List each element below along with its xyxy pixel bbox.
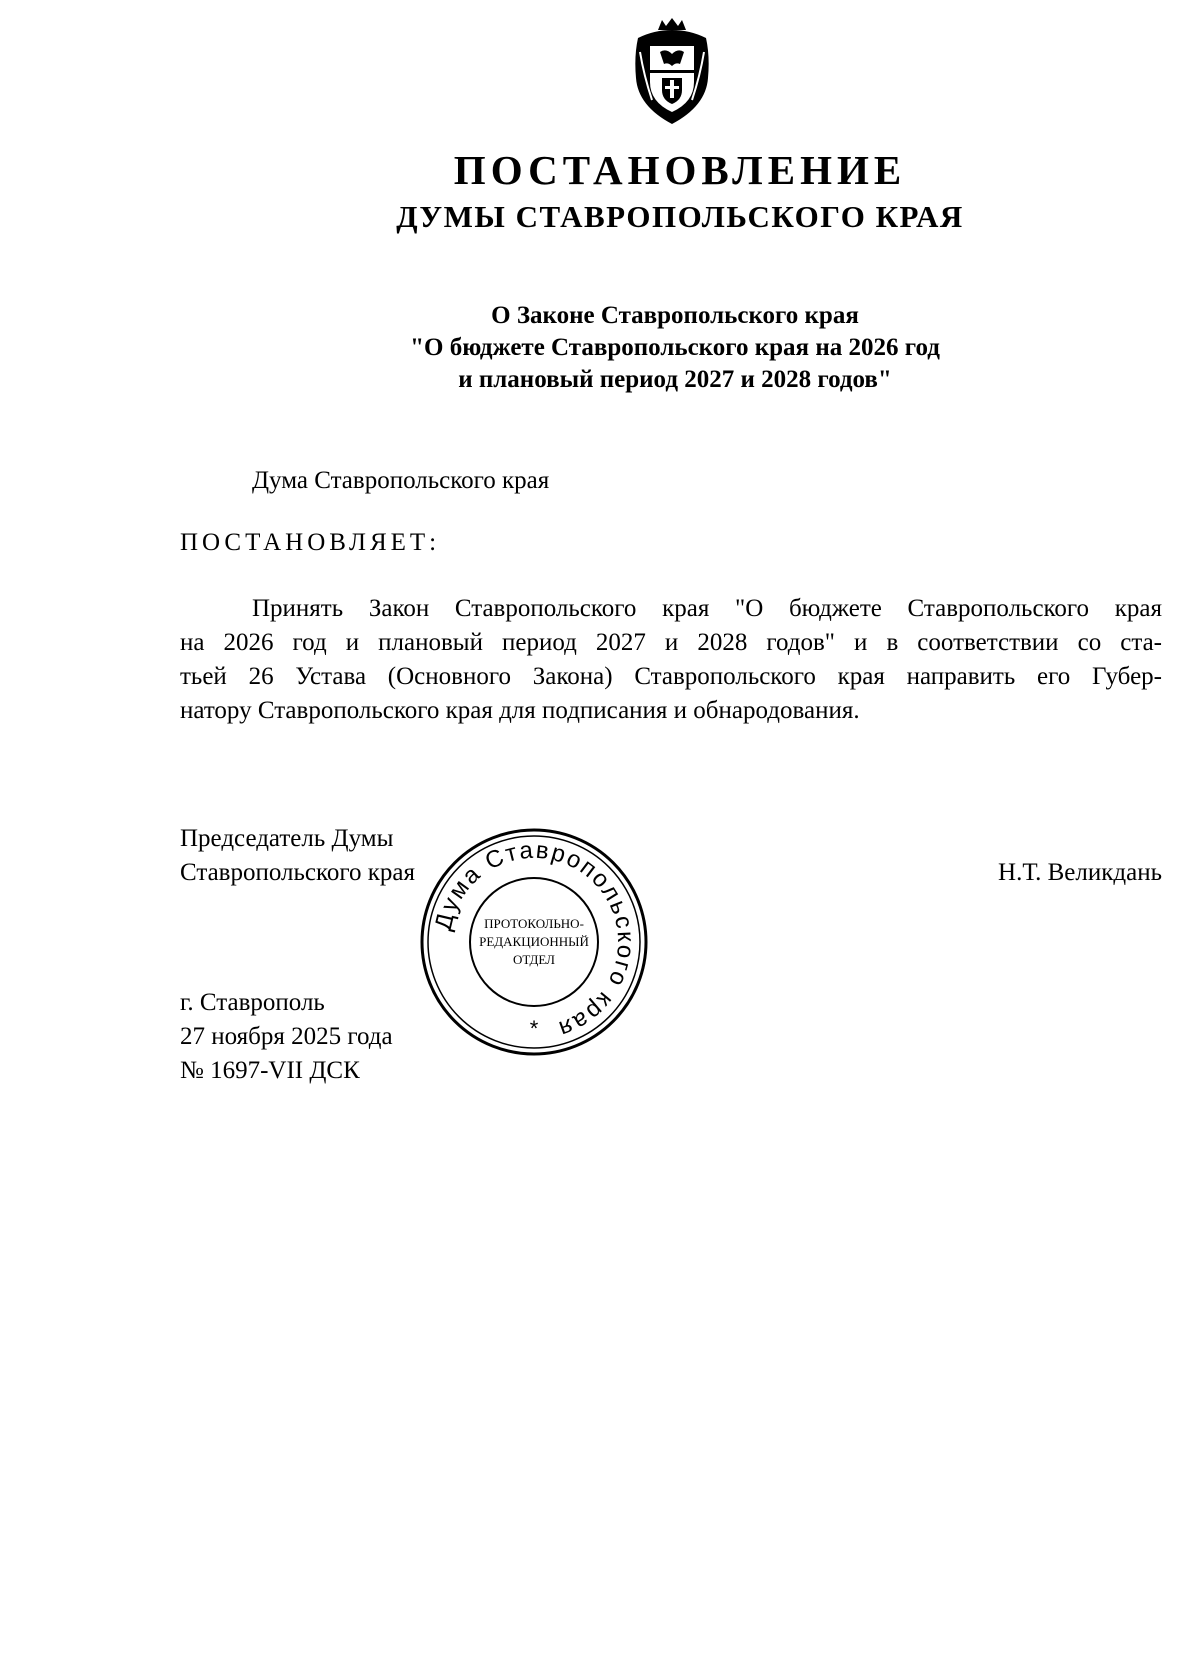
- subject-line: "О бюджете Ставропольского края на 2026 год: [410, 334, 940, 361]
- stamp-center-line: ПРОТОКОЛЬНО-: [484, 916, 584, 931]
- body-line: Принять Закон Ставропольского края "О бюджете Ставропольского края: [252, 595, 1162, 622]
- subject-line: О Законе Ставропольского края: [491, 302, 859, 329]
- resolves-text: ПОСТАНОВЛЯЕТ:: [180, 529, 441, 556]
- date-text: 27 ноября 2025 года: [180, 1023, 393, 1050]
- coat-of-arms-icon: [628, 16, 716, 128]
- subject-line: и плановый период 2027 и 2028 годов": [458, 366, 892, 393]
- stamp-center-line: ОТДЕЛ: [513, 952, 555, 967]
- document-number: № 1697-VII ДСК: [180, 1057, 360, 1084]
- resolution-body: [180, 592, 1162, 728]
- document-issuer-heading: ДУМЫ СТАВРОПОЛЬСКОГО КРАЯ: [396, 199, 964, 234]
- stamp-star: *: [529, 1016, 539, 1041]
- body-line: натору Ставропольского края для подписания и обнародования.: [180, 697, 860, 724]
- document-details: [180, 986, 393, 1088]
- body-line: на 2026 год и плановый период 2027 и 2028 годов" и в соответствии со ста-: [180, 629, 1162, 656]
- signatory-name: Н.Т. Великдань: [998, 859, 1162, 886]
- document-title: ПОСТАНОВЛЕНИЕ: [453, 147, 907, 193]
- place-text: г. Ставрополь: [180, 989, 325, 1016]
- position-line: Председатель Думы: [180, 825, 394, 852]
- signatory-position: [180, 822, 415, 890]
- stamp-center-line: РЕДАКЦИОННЫЙ: [479, 934, 589, 949]
- document-subject: [330, 300, 1020, 396]
- official-stamp: [418, 826, 650, 1058]
- body-line: тьей 26 Устава (Основного Закона) Ставропольского края направить его Губер-: [180, 663, 1162, 690]
- stamp-ring-text: Дума Ставропольского края: [429, 836, 640, 1044]
- position-line: Ставропольского края: [180, 859, 415, 886]
- issuer-text: Дума Ставропольского края: [252, 467, 550, 494]
